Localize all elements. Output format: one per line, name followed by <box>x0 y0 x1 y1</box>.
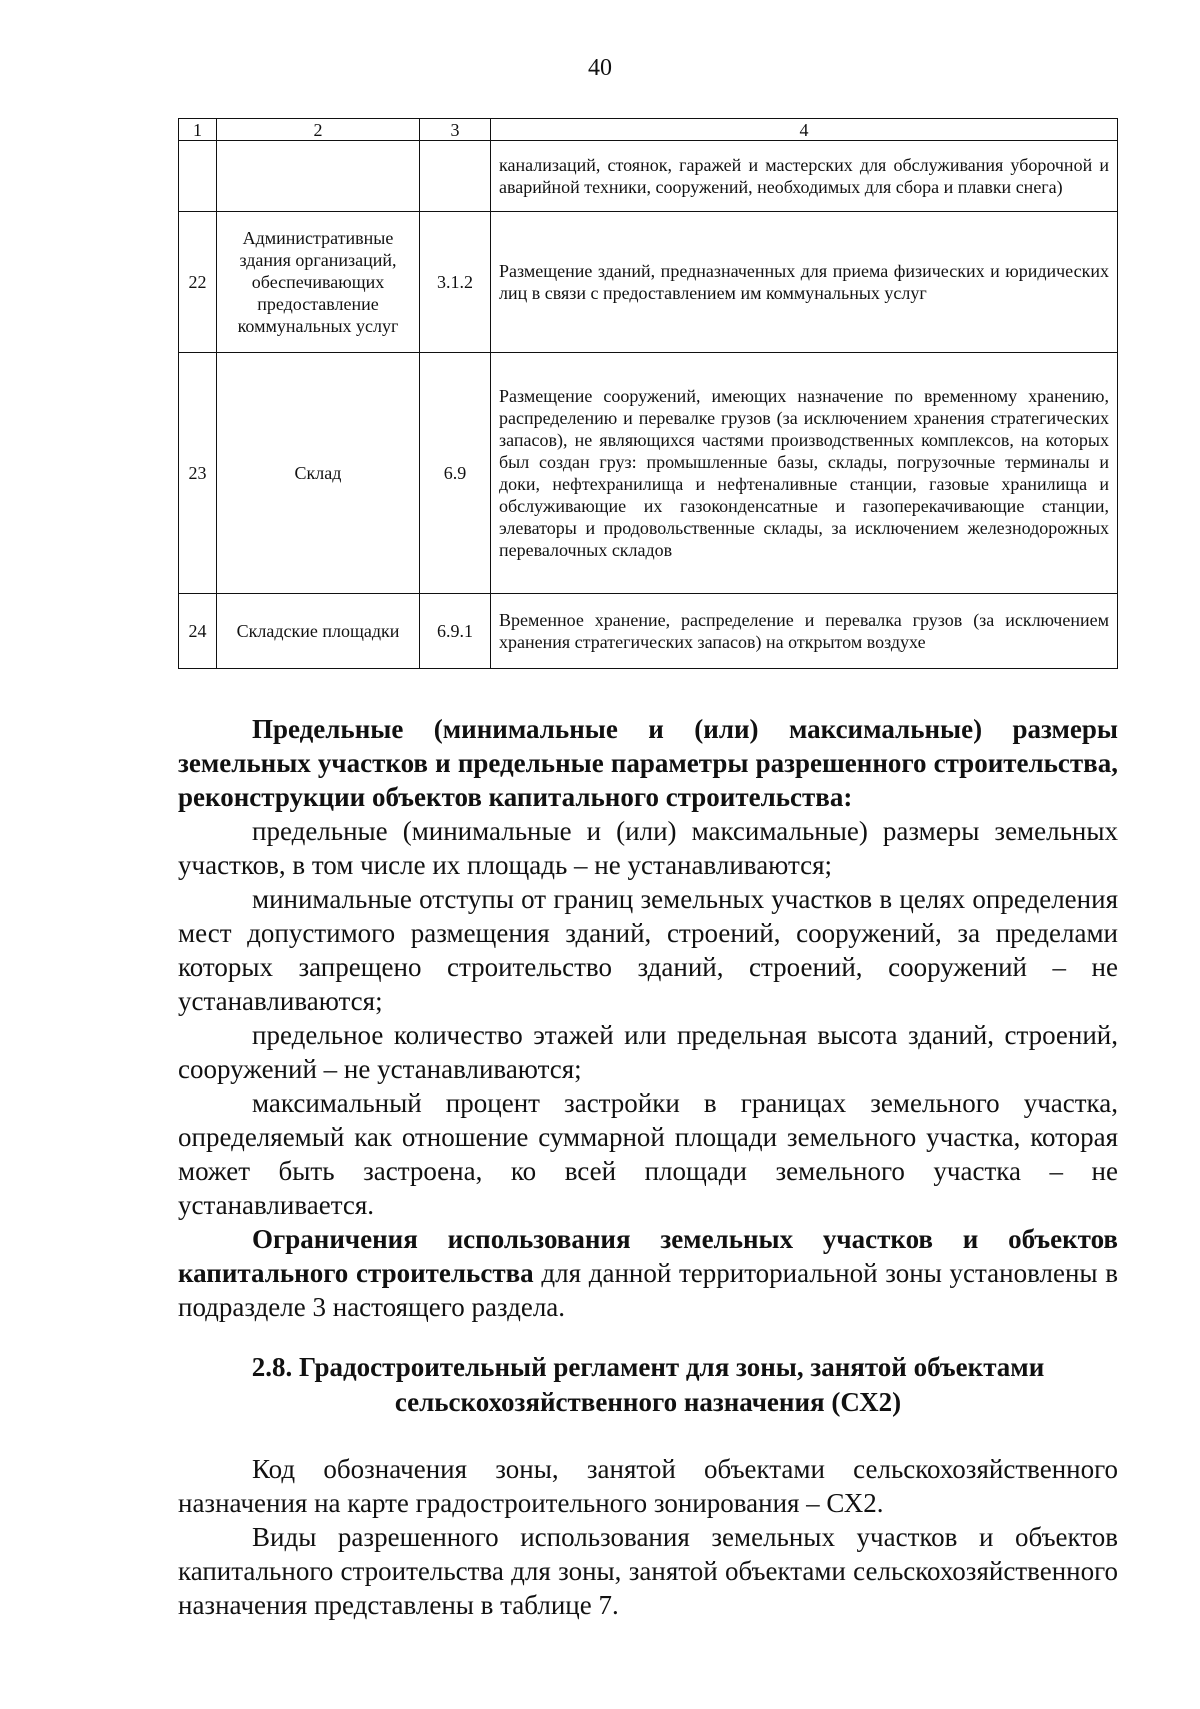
paragraph-coverage: максимальный процент застройки в границах земельного участка, определяемый как отношение суммарной площади земельного участка, которая может быть застроена, ко всей площади земельного участка – не устанавливается. <box>178 1088 1118 1220</box>
section-body <box>178 1452 1118 1622</box>
row-description: канализаций, стоянок, гаражей и мастерских для обслуживания уборочной и аварийной техники, сооружений, необходимых для сбора и плавки снега) <box>491 141 1118 212</box>
row-description: Временное хранение, распределение и перевалка грузов (за исключением хранения стратегических запасов) на открытом воздухе <box>491 594 1118 669</box>
row-number: 24 <box>179 594 217 669</box>
paragraph-zone-code: Код обозначения зоны, занятой объектами сельскохозяйственного назначения на карте градостроительного зонирования – СХ2. <box>178 1454 1118 1518</box>
table-row <box>179 594 1118 669</box>
section-title-line-2: сельскохозяйственного назначения (СХ2) <box>394 1387 902 1417</box>
table-row <box>179 212 1118 353</box>
table-header-row <box>179 119 1118 141</box>
regulation-body <box>178 712 1118 1324</box>
row-name: Административные здания организаций, обеспечивающих предоставление коммунальных услуг <box>217 212 420 353</box>
restrictions-bold: Ограничения использования земельных участков и объектов капитального строительства <box>178 1224 1118 1288</box>
header-col-4: 4 <box>491 119 1118 141</box>
table-row <box>179 353 1118 594</box>
section-title <box>178 1350 1118 1420</box>
paragraph-floors: предельное количество этажей или предельная высота зданий, строений, сооружений – не устанавливаются; <box>178 1020 1118 1084</box>
row-description: Размещение зданий, предназначенных для приема физических и юридических лиц в связи с предоставлением им коммунальных услуг <box>491 212 1118 353</box>
header-col-3: 3 <box>420 119 491 141</box>
row-code: 6.9.1 <box>420 594 491 669</box>
land-use-table <box>178 118 1118 669</box>
paragraph-setbacks: минимальные отступы от границ земельных участков в целях определения мест допустимого размещения зданий, строений, сооружений, за пределами которых запрещено строительство зданий, строений, сооружений – не устанавливаются; <box>178 884 1118 1016</box>
row-description: Размещение сооружений, имеющих назначение по временному хранению, распределению и перевалке грузов (за исключением хранения стратегических запасов), не являющихся частями производственных комплексов, на которых был создан груз: промышленные базы, склады, погрузочные терминалы и доки, нефтехранилища и нефтеналивные станции, газовые хранилища и обслуживающие их газоконденсатные и газоперекачивающие станции, элеваторы и продовольственные склады, за исключением железнодорожных перевалочных складов <box>491 353 1118 594</box>
row-number <box>179 141 217 212</box>
row-code <box>420 141 491 212</box>
header-col-1: 1 <box>179 119 217 141</box>
paragraph-usage-types: Виды разрешенного использования земельных участков и объектов капитального строительства для зоны, занятой объектами сельскохозяйственного назначения представлены в таблице 7. <box>178 1522 1118 1620</box>
paragraph-plot-sizes: предельные (минимальные и (или) максимальные) размеры земельных участков, в том числе их площадь – не устанавливаются; <box>178 816 1118 880</box>
table-row <box>179 141 1118 212</box>
row-name: Складские площадки <box>217 594 420 669</box>
row-code: 3.1.2 <box>420 212 491 353</box>
row-name: Склад <box>217 353 420 594</box>
header-col-2: 2 <box>217 119 420 141</box>
row-number: 22 <box>179 212 217 353</box>
page-number: 40 <box>588 55 612 81</box>
limits-heading: Предельные (минимальные и (или) максимальные) размеры земельных участков и предельные параметры разрешенного строительства, реконструкции объектов капитального строительства: <box>178 714 1118 812</box>
section-title-line-1: 2.8. Градостроительный регламент для зоны, занятой объектами <box>251 1352 1045 1382</box>
row-code: 6.9 <box>420 353 491 594</box>
restrictions-rest: для данной территориальной зоны установлены в подразделе 3 настоящего раздела. <box>178 1258 1118 1322</box>
row-name <box>217 141 420 212</box>
row-number: 23 <box>179 353 217 594</box>
restrictions-paragraph <box>178 1222 1118 1324</box>
